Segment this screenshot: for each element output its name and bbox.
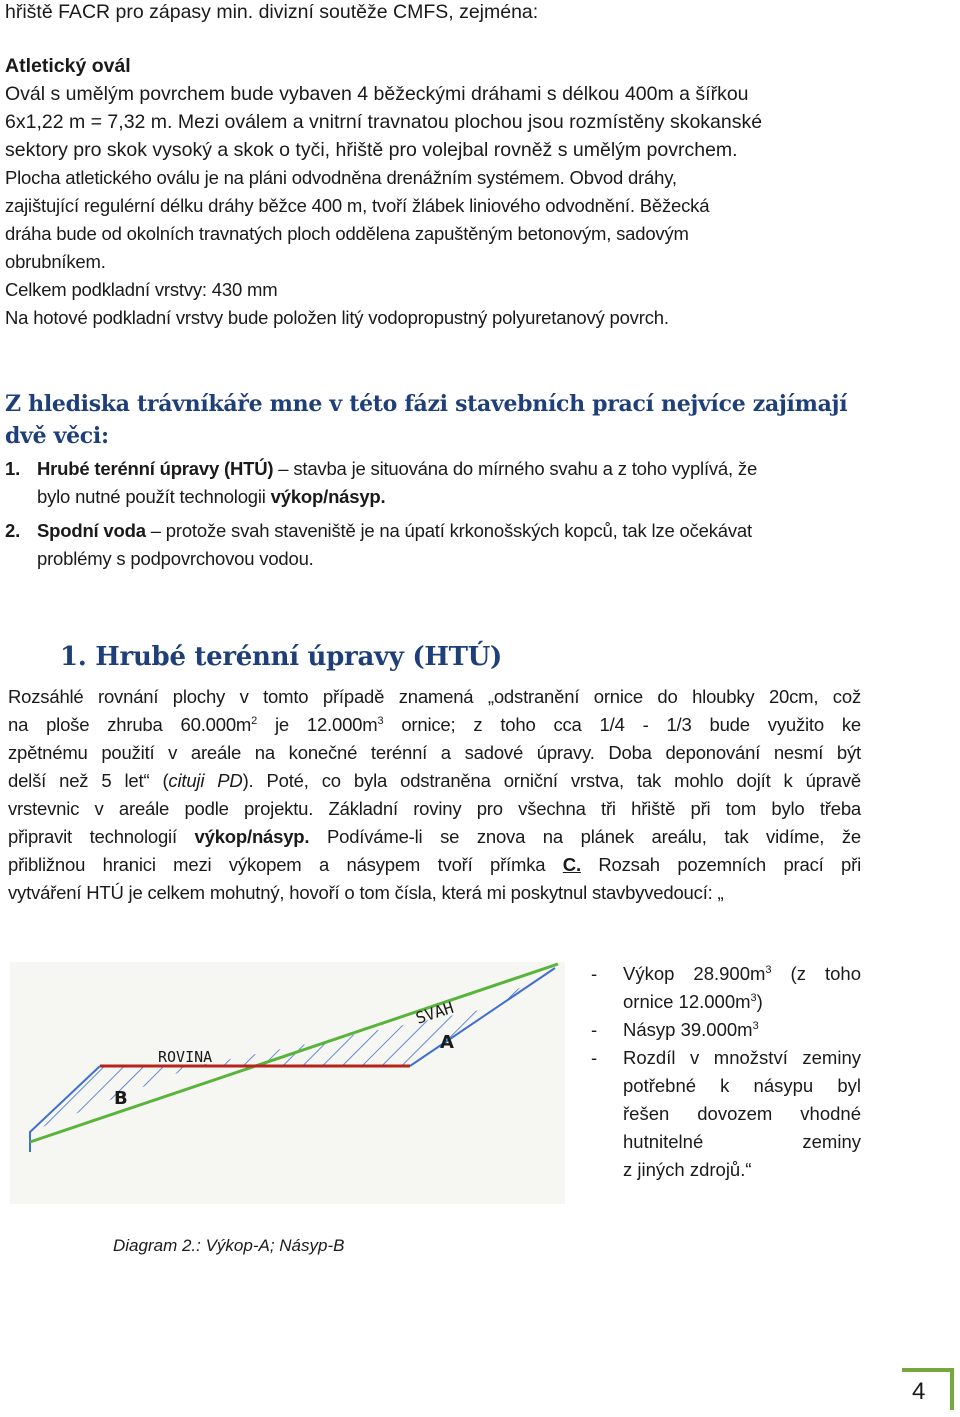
intro-line: sektory pro skok vysoký a skok o tyči, hřiště pro volejbal rovněž s umělým povrchem. (5, 139, 738, 161)
paragraph-line: Rozsáhlé rovnání plochy v tomto případě znamená „odstranění ornice do hloubky 20cm, což (8, 686, 861, 707)
bullet-text: z jiných zdrojů.“ (623, 1159, 752, 1180)
intro-line: Plocha atletického oválu je na pláni odvodněna drenážním systémem. Obvod dráhy, (5, 167, 677, 188)
list-item-text: bylo nutné použít technologii (37, 486, 271, 507)
diagram-image (10, 962, 565, 1204)
bullet-text: hutnitelné zeminy (623, 1131, 861, 1152)
paragraph-line: vytváření HTÚ je celkem mohutný, hovoří o tom čísla, která mi poskytnul stavbyvedoucí: „ (8, 882, 724, 903)
intro-line: dráha bude od okolních travnatých ploch oddělena zapuštěným betonovým, sadovým (5, 223, 689, 244)
intro-line: obrubníkem. (5, 251, 106, 272)
list-item-title: Hrubé terénní úpravy (HTÚ) (37, 458, 274, 479)
diagram-svg (10, 962, 565, 1204)
bullet-text: ornice $12.000m^3$) (623, 991, 763, 1012)
bullet-text: Násyp $39.000m^3$ (623, 1019, 759, 1040)
bullet-text: řešen dovozem vhodné (623, 1103, 861, 1124)
page-number: 4 (912, 1378, 926, 1405)
list-item (5, 517, 752, 545)
oval-title: Atletický ovál (5, 55, 131, 77)
label-b: B (114, 1088, 128, 1109)
list-item-continuation (37, 483, 385, 511)
paragraph-line: zpětnému použití v areále na konečné terénní a sadové úpravy. Doba deponování nesmí být (8, 742, 861, 763)
dash: – (273, 458, 294, 479)
list-item-title: Spodní voda (37, 520, 146, 541)
intro-first-line: hřiště FACR pro zápasy min. divizní soutěže CMFS, zejména: (5, 1, 539, 23)
section-heading-line2: dvě věci: (5, 423, 109, 449)
intro-line: Ovál s umělým povrchem bude vybaven 4 běžeckými dráhami s délkou 400m a šířkou (5, 83, 749, 105)
intro-line: Celkem podkladní vrstvy: 430 mm (5, 279, 278, 300)
paragraph-line: delší než 5 let“ (cituji PD). Poté, co byla odstraněna orniční vrstva, tak mohlo dojít k úpravě (8, 770, 862, 791)
page-number-border-top (902, 1368, 954, 1372)
diagram-caption: Diagram 2.: Výkop-A; Násyp-B (113, 1236, 345, 1255)
bullet-text: potřebné k násypu byl (623, 1075, 861, 1096)
list-number: 2. (5, 520, 21, 541)
dash: – (145, 520, 166, 541)
page-number-border-right (950, 1368, 954, 1410)
bullet-dash: - (591, 1019, 597, 1040)
paragraph-line: přibližnou hranici mezi výkopem a násypem tvoří přímka C. Rozsah pozemních prací při (8, 854, 861, 875)
list-item-text: stavba je situována do mírného svahu a z toho vyplívá, že (293, 458, 758, 479)
list-number: 1. (5, 458, 21, 479)
label-rovina: ROVINA (158, 1048, 213, 1066)
label-svah: SVAH (413, 997, 456, 1028)
bullet-dash: - (591, 963, 597, 984)
intro-line: zajištující regulérní délku dráhy běžce 400 m, tvoří žlábek liniového odvodnění. Běžecká (5, 195, 710, 216)
section-title: 1. Hrubé terénní úpravy (HTÚ) (60, 642, 503, 672)
bullet-text: Rozdíl v množství zeminy (623, 1047, 861, 1068)
section-heading-line1: Z hlediska trávníkáře mne v této fázi stavebních prací nejvíce zajímají (5, 391, 848, 417)
list-item-text: protože svah staveniště je na úpatí krkonošských kopců, tak lze očekávat (165, 520, 752, 541)
paragraph-line: vrstevnic v areále podle projektu. Základní roviny pro všechna tři hřiště při tom bylo třeba (8, 798, 861, 819)
list-item (5, 455, 757, 483)
intro-line: 6x1,22 m = 7,32 m. Mezi oválem a vnitrní travnatou plochou jsou rozmístěny skokanské (5, 111, 763, 133)
svah-line (30, 964, 558, 1142)
paragraph-line: připravit technologií výkop/násyp. Podíváme-li se znova na plánek areálu, tak vidíme, že (8, 826, 862, 847)
bullet-text: Výkop $28.900m^3$ (z toho (623, 963, 861, 984)
bullet-dash: - (591, 1047, 597, 1068)
list-item-bold: výkop/násyp. (270, 486, 386, 507)
label-a: A (440, 1032, 454, 1053)
fill-region-b (30, 1066, 195, 1132)
paragraph-line: na ploše zhruba $60.000m^2$ je $12.000m^3$ ornice; z toho cca 1/4 - 1/3 bude využito ke (8, 714, 862, 735)
list-item-continuation: problémy s podpovrchovou vodou. (37, 548, 314, 569)
intro-line: Na hotové podkladní vrstvy bude položen litý vodopropustný polyuretanový povrch. (5, 307, 669, 328)
